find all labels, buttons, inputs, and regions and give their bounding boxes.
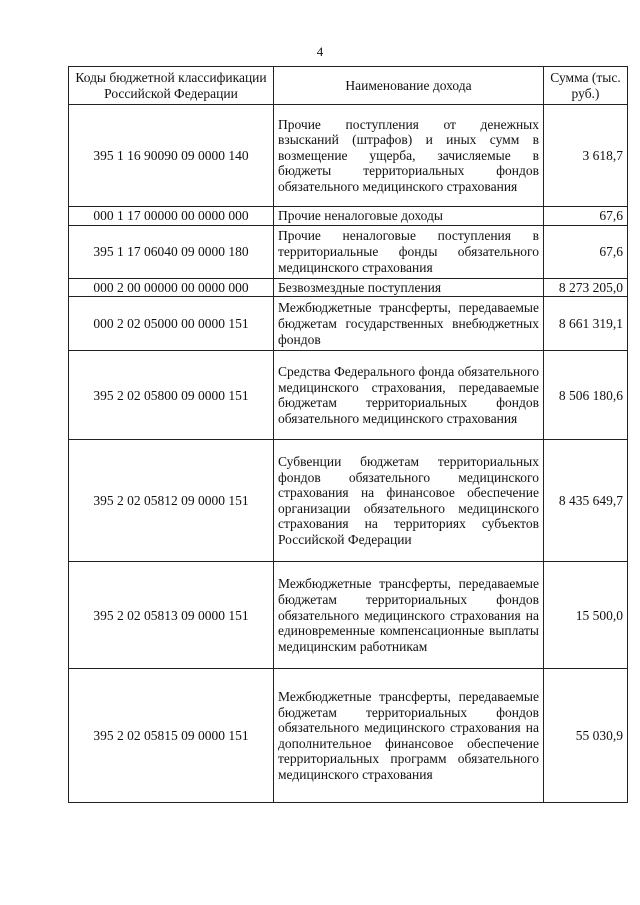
row-name: Субвенции бюджетам территориальных фондов обязательного медицинского страхования на финансовое обеспечение организации обязательного медицинского страхования на территориях субъектов Российской Федерации (274, 440, 544, 562)
table-row (69, 278, 628, 297)
table-row (69, 225, 628, 278)
row-sum: 15 500,0 (544, 562, 628, 669)
row-sum: 8 435 649,7 (544, 440, 628, 562)
row-sum: 3 618,7 (544, 105, 628, 207)
page-number: 4 (316, 44, 324, 59)
row-name: Прочие поступления от денежных взысканий (штрафов) и иных сумм в возмещение ущерба, зачисляемые в бюджеты территориальных фондов обязательного медицинского страхования (274, 105, 544, 207)
header-name: Наименование дохода (274, 67, 544, 105)
table-header-row (69, 67, 628, 105)
row-sum: 8 506 180,6 (544, 351, 628, 440)
row-name: Межбюджетные трансферты, передаваемые бюджетам территориальных фондов обязательного медицинского страхования на дополнительное финансовое обеспечение территориальных программ обязательного медицинского страхования (274, 669, 544, 803)
row-name: Прочие неналоговые поступления в территориальные фонды обязательного медицинского страхования (274, 225, 544, 278)
table-row (69, 351, 628, 440)
row-code: 395 2 02 05813 09 0000 151 (69, 562, 274, 669)
header-code: Коды бюджетной классификации Российской Федерации (69, 67, 274, 105)
row-name: Прочие неналоговые доходы (274, 207, 544, 226)
row-code: 000 2 00 00000 00 0000 000 (69, 278, 274, 297)
row-name: Безвозмездные поступления (274, 278, 544, 297)
table-row (69, 297, 628, 351)
row-code: 395 1 16 90090 09 0000 140 (69, 105, 274, 207)
row-sum: 8 273 205,0 (544, 278, 628, 297)
row-sum: 8 661 319,1 (544, 297, 628, 351)
table-row (69, 440, 628, 562)
table-row (69, 669, 628, 803)
row-code: 000 2 02 05000 00 0000 151 (69, 297, 274, 351)
row-name: Средства Федерального фонда обязательного медицинского страхования, передаваемые бюджетам территориальных фондов обязательного медицинского страхования (274, 351, 544, 440)
revenue-table (68, 66, 628, 803)
row-name: Межбюджетные трансферты, передаваемые бюджетам территориальных фондов обязательного медицинского страхования на единовременные компенсационные выплаты медицинским работникам (274, 562, 544, 669)
row-sum: 55 030,9 (544, 669, 628, 803)
row-code: 395 2 02 05812 09 0000 151 (69, 440, 274, 562)
table-row (69, 105, 628, 207)
table-row (69, 562, 628, 669)
row-sum: 67,6 (544, 207, 628, 226)
row-code: 395 1 17 06040 09 0000 180 (69, 225, 274, 278)
header-sum: Сумма (тыс. руб.) (544, 67, 628, 105)
row-name: Межбюджетные трансферты, передаваемые бюджетам государственных внебюджетных фондов (274, 297, 544, 351)
row-code: 000 1 17 00000 00 0000 000 (69, 207, 274, 226)
row-code: 395 2 02 05815 09 0000 151 (69, 669, 274, 803)
row-sum: 67,6 (544, 225, 628, 278)
table-row (69, 207, 628, 226)
row-code: 395 2 02 05800 09 0000 151 (69, 351, 274, 440)
